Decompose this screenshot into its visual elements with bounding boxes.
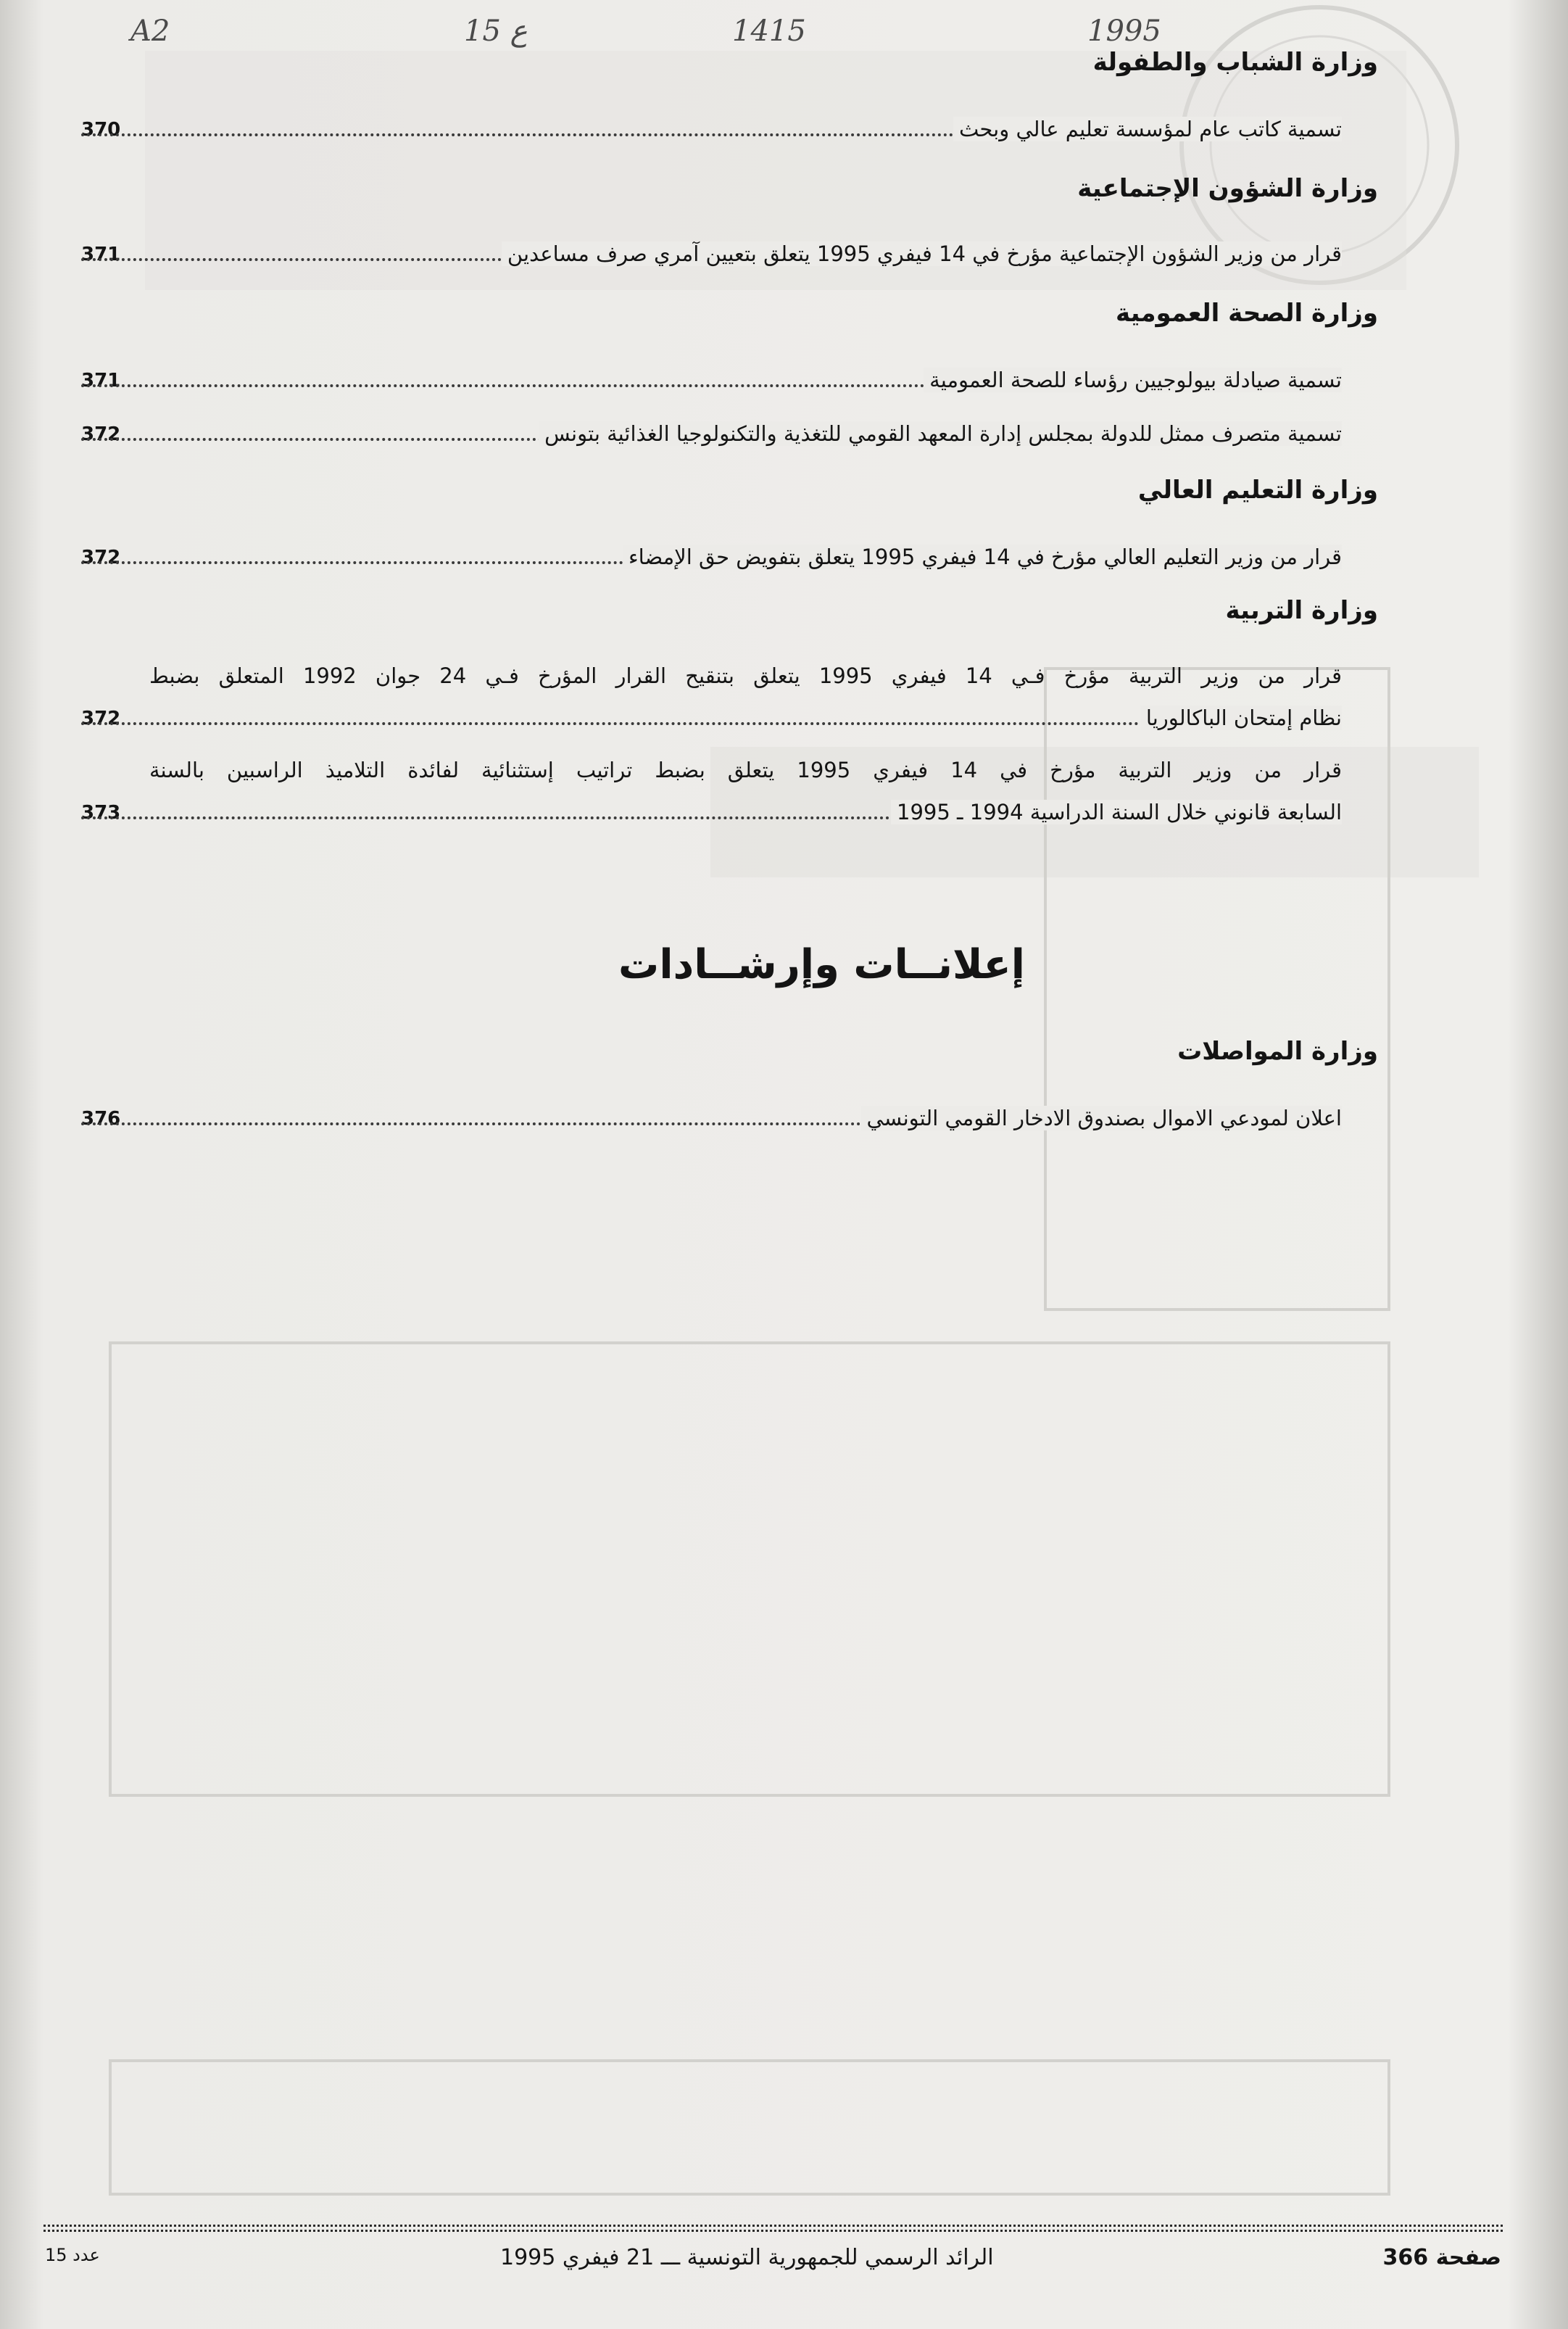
- toc-entry: [81, 1105, 1342, 1133]
- toc-page-number: 372: [81, 423, 121, 445]
- footer-divider: [43, 2225, 1503, 2232]
- toc-entry: [81, 705, 1342, 732]
- ministry-heading-public-health: وزارة الصحة العمومية: [1116, 299, 1378, 328]
- toc-page-number: 372: [81, 708, 121, 729]
- toc-entry-text: تسمية صيادلة بيولوجيين رؤساء للصحة العمومية: [924, 368, 1342, 392]
- ministry-heading-higher-education: وزارة التعليم العالي: [1137, 476, 1378, 505]
- toc-entry-text: قرار من وزير الشؤون الإجتماعية مؤرخ في 14 فيفري 1995 يتعلق بتعيين آمري صرف مساعدين: [502, 241, 1342, 266]
- toc-page-number: 371: [81, 370, 121, 392]
- toc-entry-text: اعلان لمودعي الاموال بصندوق الادخار القومي التونسي: [861, 1106, 1342, 1130]
- footer-issue-number: عدد 15: [45, 2245, 100, 2265]
- toc-page-number: 373: [81, 802, 121, 824]
- toc-entry: [81, 421, 1342, 448]
- footer-page-number: صفحة 366: [1382, 2245, 1501, 2270]
- toc-entry-text: تسمية كاتب عام لمؤسسة تعليم عالي وبحث: [953, 117, 1342, 141]
- toc-entry: [81, 116, 1342, 144]
- ministry-heading-education: وزارة التربية: [1225, 596, 1378, 625]
- toc-entry: [81, 367, 1342, 394]
- ministry-heading-communications: وزارة المواصلات: [1177, 1037, 1378, 1066]
- toc-entry-text: قرار من وزير التعليم العالي مؤرخ في 14 فيفري 1995 يتعلق بتفويض حق الإمضاء: [623, 545, 1342, 569]
- ministry-heading-social-affairs: وزارة الشؤون الإجتماعية: [1077, 174, 1378, 203]
- toc-entry-first-line: قرار من وزير التربية مؤرخ في 14 فيفري 1995 يتعلق بضبط تراتيب إستثنائية لفائدة التلاميذ الراسبين بالسنة: [149, 758, 1343, 782]
- toc-page-number: 371: [81, 244, 121, 265]
- toc-entry: [81, 241, 1342, 268]
- pencil-mark-issue: 15 ع: [464, 15, 528, 48]
- ministry-heading-youth: وزارة الشباب والطفولة: [1092, 48, 1378, 77]
- toc-entry-first-line: قرار من وزير التربية مؤرخ فـي 14 فيفري 1995 يتعلق بتنقيح القرار المؤرخ فـي 24 جوان 1992 المتعلق بضبط: [149, 663, 1342, 688]
- pencil-mark-code: A2: [130, 15, 170, 48]
- toc-entry-text: نظام إمتحان الباكالوريا: [1140, 706, 1342, 730]
- toc-page-number: 372: [81, 547, 121, 568]
- toc-page-number: 376: [81, 1108, 121, 1130]
- toc-entry: [81, 799, 1342, 827]
- toc-entry-text: تسمية متصرف ممثل للدولة بمجلس إدارة المعهد القومي للتغذية والتكنولوجيا الغذائية بتونس: [539, 421, 1342, 446]
- toc-entry-text: السابعة قانوني خلال السنة الدراسية 1994 ـ 1995: [891, 800, 1342, 824]
- footer-journal-title: الرائد الرسمي للجمهورية التونسية ـــ 21 فيفري 1995: [500, 2245, 994, 2270]
- pencil-mark-hijri-year: 1415: [732, 15, 806, 48]
- pencil-mark-year: 1995: [1087, 15, 1161, 48]
- toc-entry: [81, 544, 1342, 571]
- announcements-section-title: إعلانــات وإرشــادات: [618, 941, 1025, 988]
- toc-page-number: 370: [81, 119, 121, 141]
